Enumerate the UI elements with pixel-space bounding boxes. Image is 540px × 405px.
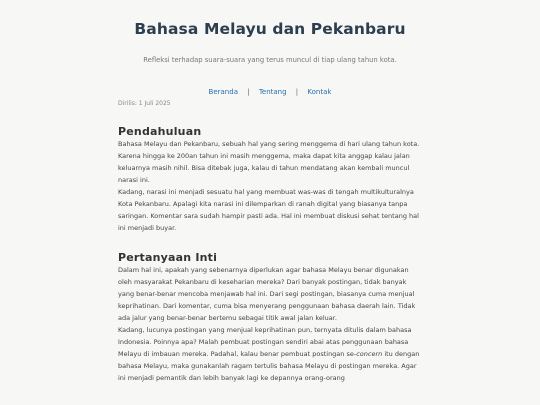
paragraph: Dalam hal ini, apakah yang sebenarnya diperlukan agar bahasa Melayu benar digunakan oleh masyarakat Pekanbaru di keseharian mereka? Dari banyak postingan, tidak banyak yang benar-benar mencoba menjawab hal ini. Dari segi postingan, biasanya cuma menjual keprihatinan. Dari komentar, cuma bisa menyerang penggunaan bahasa daerah lain. Tidak ada jalur yang benar-benar bertemu sebagai titik awal jalan keluar. (118, 266, 416, 322)
paragraph-text: Kadang, lucunya postingan yang menjual keprihatinan pun, ternyata ditulis dalam bahasa Indonesia. Poinnya apa? Malah pembuat postingan sendiri abai atas penggunaan bahasa Melayu di imbauan mereka. Padahal, kalau benar pembuat postingan se- (118, 326, 412, 358)
paragraph-text: itu dengan bahasa Melayu, maka gunakanlah ragam tertulis bahasa Melayu di postingan mereka. Agar ini menjadi pemantik dan lebih banyak lagi ke depannya orang-orang (118, 350, 420, 382)
nav-link-kontak[interactable]: Kontak (307, 88, 332, 96)
nav-link-beranda[interactable]: Beranda (208, 88, 238, 96)
paragraph: Bahasa Melayu dan Pekanbaru, sebuah hal yang sering menggema di hari ulang tahun kota. Karena hingga ke 200an tahun ini masih menggema, maka dapat kita anggap kalau jalan keluarnya masih nihil. Bisa ditebak juga, kalau di tahun mendatang akan kembali muncul narasi ini. (118, 140, 420, 184)
emphasis-text: concern (356, 350, 383, 358)
nav-separator: | (247, 88, 250, 96)
nav-separator: | (295, 88, 299, 96)
section-heading-pendahuluan: Pendahuluan (118, 125, 202, 138)
main-nav (0, 88, 540, 96)
section-heading-pertanyaan-inti: Pertanyaan Inti (118, 251, 218, 264)
site-title: Bahasa Melayu dan Pekanbaru (134, 20, 406, 38)
paragraph: Kadang, narasi ini menjadi sesuatu hal yang membuat was-was di tengah multikulturalnya Kota Pekanbaru. Apalagi kita narasi ini dilemparkan di ranah digital yang biasanya tanpa saringan. Komentar sara sudah hampir pasti ada. Hal ini membuat diskusi sehat tentang hal ini menjadi buyar. (118, 188, 419, 232)
nav-link-tentang[interactable]: Tentang (258, 88, 287, 96)
site-header (0, 0, 540, 96)
paragraph-with-emphasis (118, 324, 420, 384)
article (118, 100, 420, 384)
post-date: Dirilis: 1 Juli 2025 (118, 100, 171, 107)
site-tagline: Refleksi terhadap suara-suara yang terus muncul di tiap ulang tahun kota. (143, 56, 397, 64)
